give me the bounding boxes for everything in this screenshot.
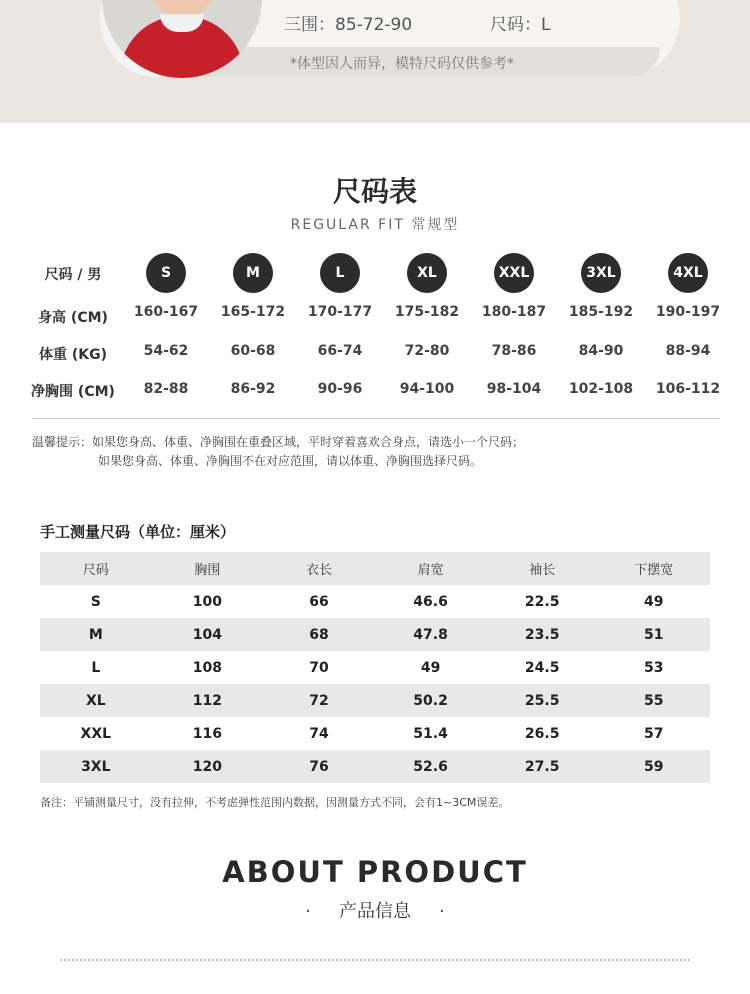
table-cell: 22.5 xyxy=(524,593,560,610)
height-cell: 180-187 xyxy=(481,304,547,320)
table-cell: 47.8 xyxy=(413,626,448,643)
model-size: 尺码：L xyxy=(490,15,551,35)
table-cell: 68 xyxy=(309,626,329,643)
height-cell: 175-182 xyxy=(394,304,460,320)
size-badge-xxl: XXL xyxy=(494,253,534,293)
table-cell: S xyxy=(90,593,101,610)
table-cell: 25.5 xyxy=(524,692,560,709)
row-label-height: 身高 (CM) xyxy=(38,310,108,326)
dotted-divider xyxy=(60,959,690,961)
chest-cell: 102-108 xyxy=(568,381,634,397)
table-cell: 23.5 xyxy=(524,626,560,643)
manual-table-title: 手工测量尺码（单位：厘米） xyxy=(40,523,236,541)
table-cell: 59 xyxy=(644,758,664,775)
table-row xyxy=(40,585,710,618)
height-cell: 160-167 xyxy=(133,304,199,320)
table-cell: XXL xyxy=(80,725,112,742)
table-row xyxy=(40,618,710,651)
chest-cell: 94-100 xyxy=(399,381,455,397)
table-cell: 53 xyxy=(644,659,664,676)
table-cell: 49 xyxy=(420,659,441,676)
table-cell: 46.6 xyxy=(413,593,448,610)
table-cell: 112 xyxy=(192,692,222,709)
model-note: *体型因人而异，模特尺码仅供参考* xyxy=(290,56,514,72)
table-row xyxy=(40,651,710,684)
row-label-chest: 净胸围 (CM) xyxy=(31,384,115,400)
table-cell: 27.5 xyxy=(524,758,560,775)
decorative-dot: · xyxy=(305,901,311,922)
manual-measure-table xyxy=(40,552,710,783)
size-tip-line-1: 温馨提示：如果您身高、体重、净胸围在重叠区域，平时穿着喜欢合身点，请选小一个尺码； xyxy=(32,435,525,449)
size-badge-m: M xyxy=(233,253,273,293)
chest-cell: 90-96 xyxy=(317,381,363,397)
model-banner xyxy=(0,0,750,123)
table-cell: 49 xyxy=(644,593,664,610)
model-photo xyxy=(102,0,262,78)
chest-cell: 86-92 xyxy=(230,381,276,397)
column-header: 胸围 xyxy=(194,563,221,578)
weight-cell: 54-62 xyxy=(143,343,189,359)
weight-cell: 60-68 xyxy=(230,343,276,359)
height-cell: 170-177 xyxy=(307,304,373,320)
size-badge-l: L xyxy=(320,253,360,293)
measurement-footnote: 备注：平铺测量尺寸，没有拉伸，不考虑弹性范围内数据，因测量方式不同，会有1~3CM误差。 xyxy=(40,796,510,809)
table-cell: 70 xyxy=(309,659,329,676)
chest-cell: 98-104 xyxy=(486,381,542,397)
height-cell: 165-172 xyxy=(220,304,286,320)
table-header-row xyxy=(40,552,710,585)
table-cell: 52.6 xyxy=(413,758,448,775)
column-header: 肩宽 xyxy=(417,563,444,578)
about-product-subtitle-row xyxy=(0,897,750,923)
table-cell: 51.4 xyxy=(413,725,448,742)
size-tip-line-2: 如果您身高、体重、净胸围不在对应范围，请以体重、净胸围选择尺码。 xyxy=(98,454,483,468)
table-cell: 72 xyxy=(309,692,329,709)
table-cell: 51 xyxy=(644,626,664,643)
column-header: 衣长 xyxy=(305,563,332,578)
column-header: 袖长 xyxy=(529,563,556,578)
table-cell: 100 xyxy=(192,593,222,610)
table-cell: 3XL xyxy=(81,758,111,775)
column-header: 尺码 xyxy=(82,563,109,578)
table-row xyxy=(40,684,710,717)
table-cell: L xyxy=(91,659,101,676)
size-badge-s: S xyxy=(146,253,186,293)
divider xyxy=(32,418,720,419)
size-badge-3xl: 3XL xyxy=(581,253,621,293)
weight-cell: 78-86 xyxy=(491,343,537,359)
weight-cell: 84-90 xyxy=(578,343,624,359)
table-cell: 26.5 xyxy=(524,725,560,742)
table-cell: 57 xyxy=(644,725,664,742)
table-cell: 120 xyxy=(192,758,222,775)
column-header: 下摆宽 xyxy=(634,563,674,578)
weight-cell: 88-94 xyxy=(665,343,711,359)
size-chart-title: 尺码表 xyxy=(332,175,417,208)
table-cell: 50.2 xyxy=(413,692,448,709)
table-cell: 74 xyxy=(309,725,329,742)
table-cell: 116 xyxy=(192,725,222,742)
row-label-weight: 体重 (KG) xyxy=(38,347,107,363)
size-chart-subtitle: REGULAR FIT 常规型 xyxy=(290,217,460,233)
table-cell: XL xyxy=(85,692,106,709)
weight-cell: 72-80 xyxy=(404,343,450,359)
table-cell: 104 xyxy=(192,626,222,643)
size-badge-4xl: 4XL xyxy=(668,253,708,293)
table-cell: M xyxy=(88,626,103,643)
table-row xyxy=(40,750,710,783)
weight-cell: 66-74 xyxy=(317,343,363,359)
about-product-title: ABOUT PRODUCT xyxy=(222,855,528,889)
about-product-subtitle: 产品信息 xyxy=(339,901,411,922)
decorative-dot: · xyxy=(439,901,445,922)
table-row xyxy=(40,717,710,750)
chest-cell: 106-112 xyxy=(655,381,721,397)
height-cell: 185-192 xyxy=(568,304,634,320)
table-cell: 24.5 xyxy=(524,659,560,676)
table-cell: 66 xyxy=(309,593,329,610)
size-badge-xl: XL xyxy=(407,253,447,293)
table-cell: 55 xyxy=(644,692,664,709)
model-measurements: 三围：85-72-90 xyxy=(284,15,413,35)
table-cell: 76 xyxy=(309,758,329,775)
chest-cell: 82-88 xyxy=(143,381,189,397)
height-cell: 190-197 xyxy=(655,304,721,320)
size-header-label: 尺码 / 男 xyxy=(44,267,102,283)
table-cell: 108 xyxy=(192,659,222,676)
